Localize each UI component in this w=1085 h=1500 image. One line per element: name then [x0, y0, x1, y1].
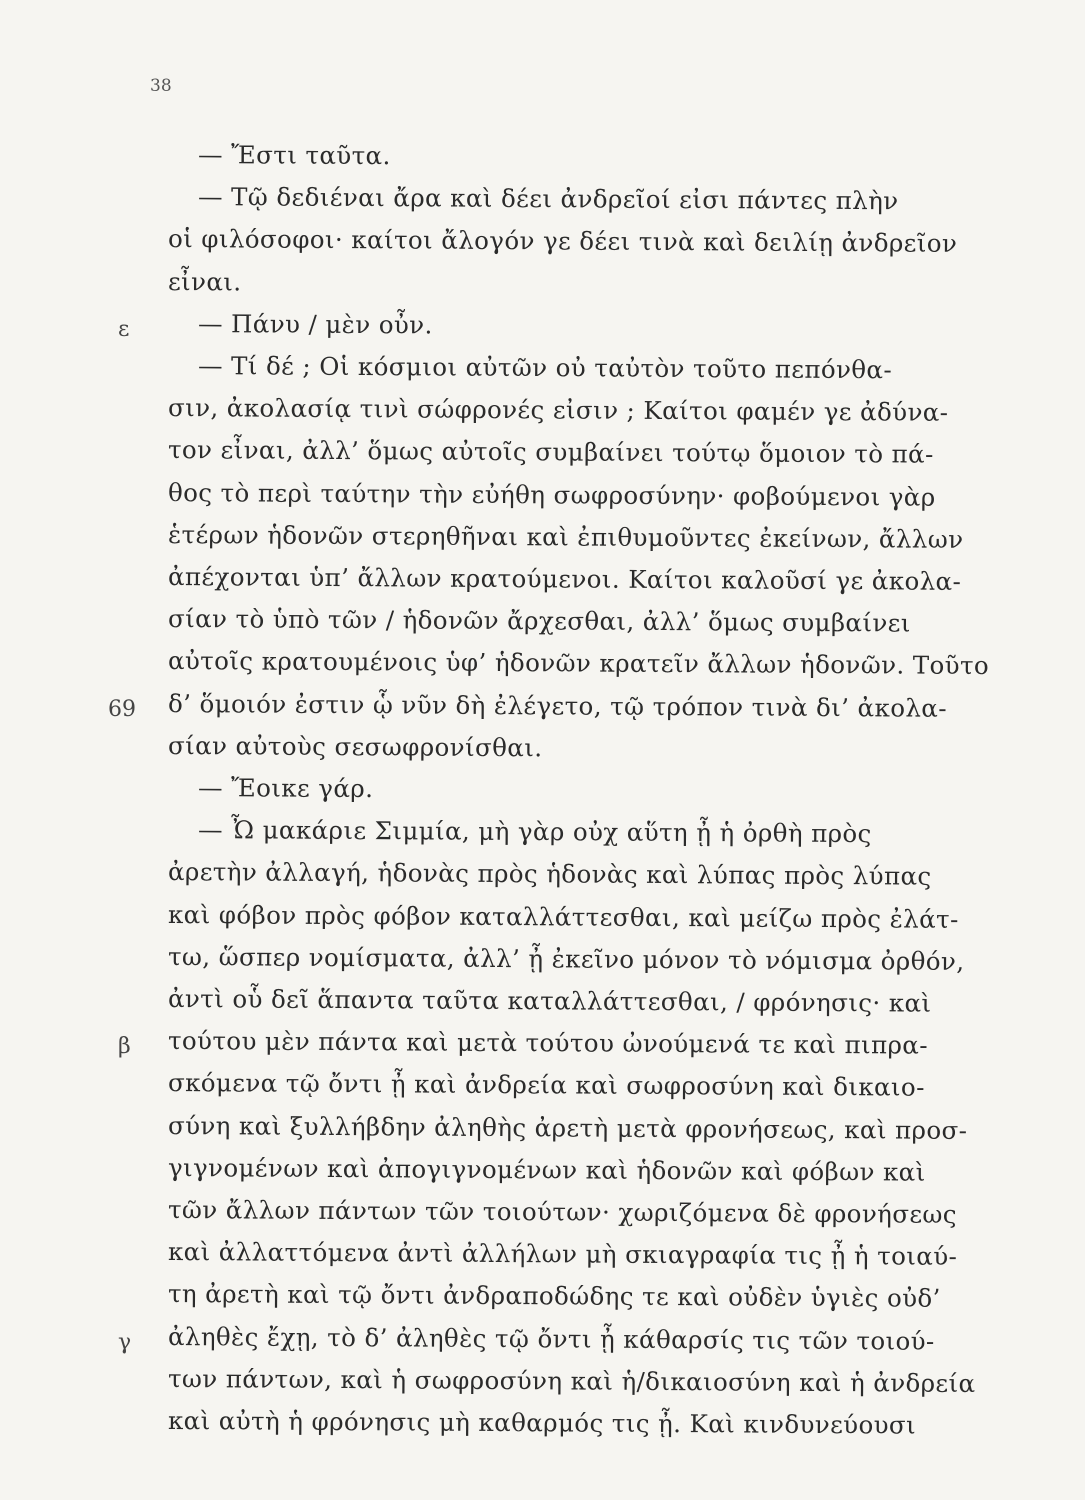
text-line: των πάντων, καὶ ἡ σωφροσύνη καὶ ἡ/δικαιοσύνη καὶ ἡ ἀνδρεία [167, 1363, 976, 1398]
text-line: — Ἔοικε γάρ. [197, 773, 374, 804]
text-line: αὐτοῖς κρατουμένοις ὑφ’ ἡδονῶν κρατεῖν ἄλλων ἡδονῶν. Τοῦτο [167, 646, 990, 681]
text-line: τον εἶναι, ἀλλ’ ὅμως αὐτοῖς συμβαίνει τούτῳ ὅμοιον τὸ πά- [167, 435, 934, 470]
text-line: — Ἔστι ταῦτα. [197, 140, 391, 171]
text-line: — Τί δέ ; Οἱ κόσμιοι αὐτῶν οὐ ταὐτὸν τοῦτο πεπόνθα- [197, 351, 893, 385]
text-line: οἱ φιλόσοφοι· καίτοι ἄλογόν γε δέει τινὰ καὶ δειλίῃ ἀνδρεῖον [167, 224, 958, 259]
text-line: ἀληθὲς ἔχῃ, τὸ δ’ ἀληθὲς τῷ ὄντι ᾖ κάθαρσίς τις τῶν τοιού- [167, 1321, 935, 1356]
text-line: καὶ φόβον πρὸς φόβον καταλλάττεσθαι, καὶ μείζω πρὸς ἐλάτ- [167, 899, 959, 934]
text-line: καὶ ἀλλαττόμενα ἀντὶ ἀλλήλων μὴ σκιαγραφία τις ᾖ ἡ τοιαύ- [167, 1237, 958, 1272]
text-line: γιγνομένων καὶ ἀπογιγνομένων καὶ ἡδονῶν καὶ φόβων καὶ [167, 1152, 926, 1187]
text-line: τῶν ἄλλων πάντων τῶν τοιούτων· χωριζόμενα δὲ φρονήσεως [167, 1195, 958, 1229]
margin-stephanus-mark: ε [118, 316, 130, 342]
margin-stephanus-mark: β [118, 1034, 131, 1060]
text-line: — Τῷ δεδιέναι ἄρα καὶ δέει ἀνδρεῖοί εἰσι πάντες πλὴν [197, 182, 899, 216]
text-line: σίαν αὐτοὺς σεσωφρονίσθαι. [167, 730, 543, 763]
text-line: σίαν τὸ ὑπὸ τῶν / ἡδονῶν ἄρχεσθαι, ἀλλ’ ὅμως συμβαίνει [167, 604, 911, 638]
text-line: καὶ αὐτὴ ἡ φρόνησις μὴ καθαρμός τις ᾖ. Καὶ κινδυνεύουσι [167, 1406, 917, 1440]
text-line: τω, ὥσπερ νομίσματα, ἀλλ’ ᾖ ἐκεῖνο μόνον τὸ νόμισμα ὀρθόν, [167, 941, 965, 976]
text-line: εἶναι. [167, 266, 242, 297]
text-line: τούτου μὲν πάντα καὶ μετὰ τούτου ὠνούμενά τε καὶ πιπρα- [167, 1026, 929, 1060]
text-line: ἀπέχονται ὑπ’ ἄλλων κρατούμενοι. Καίτοι καλοῦσί γε ἀκολα- [167, 562, 962, 596]
text-line: σύνη καὶ ξυλλήβδην ἀληθὴς ἀρετὴ μετὰ φρονήσεως, καὶ προσ- [167, 1110, 968, 1145]
page-number: 38 [150, 76, 172, 96]
text-line: θος τὸ περὶ ταύτην τὴν εὐήθη σωφροσύνην· φοβούμενοι γὰρ [167, 477, 936, 512]
text-line: σιν, ἀκολασίᾳ τινὶ σώφρονές εἰσιν ; Καίτοι φαμέν γε ἀδύνα- [167, 393, 949, 427]
text-line: — Πάνυ / μὲν οὖν. [197, 308, 433, 340]
margin-stephanus-mark: 69 [108, 696, 136, 722]
text-line: ἑτέρων ἡδονῶν στερηθῆναι καὶ ἐπιθυμοῦντες ἐκείνων, ἄλλων [167, 519, 964, 554]
text-line: ἀρετὴν ἀλλαγή, ἡδονὰς πρὸς ἡδονὰς καὶ λύπας πρὸς λύπας [167, 857, 932, 892]
text-line: τη ἀρετὴ καὶ τῷ ὄντι ἀνδραποδώδης τε καὶ οὐδὲν ὑγιὲς οὐδ’ [167, 1279, 941, 1314]
text-line: ἀντὶ οὗ δεῖ ἅπαντα ταῦτα καταλλάττεσθαι, / φρόνησις· καὶ [167, 984, 932, 1018]
text-line: δ’ ὅμοιόν ἐστιν ᾧ νῦν δὴ ἐλέγετο, τῷ τρόπον τινὰ δι’ ἀκολα- [167, 688, 948, 723]
text-line: σκόμενα τῷ ὄντι ᾖ καὶ ἀνδρεία καὶ σωφροσύνη καὶ δικαιο- [167, 1068, 925, 1103]
text-line: — Ὦ μακάριε Σιμμία, μὴ γὰρ οὐχ αὕτη ᾖ ἡ ὀρθὴ πρὸς [197, 815, 872, 849]
margin-stephanus-mark: γ [118, 1329, 132, 1355]
